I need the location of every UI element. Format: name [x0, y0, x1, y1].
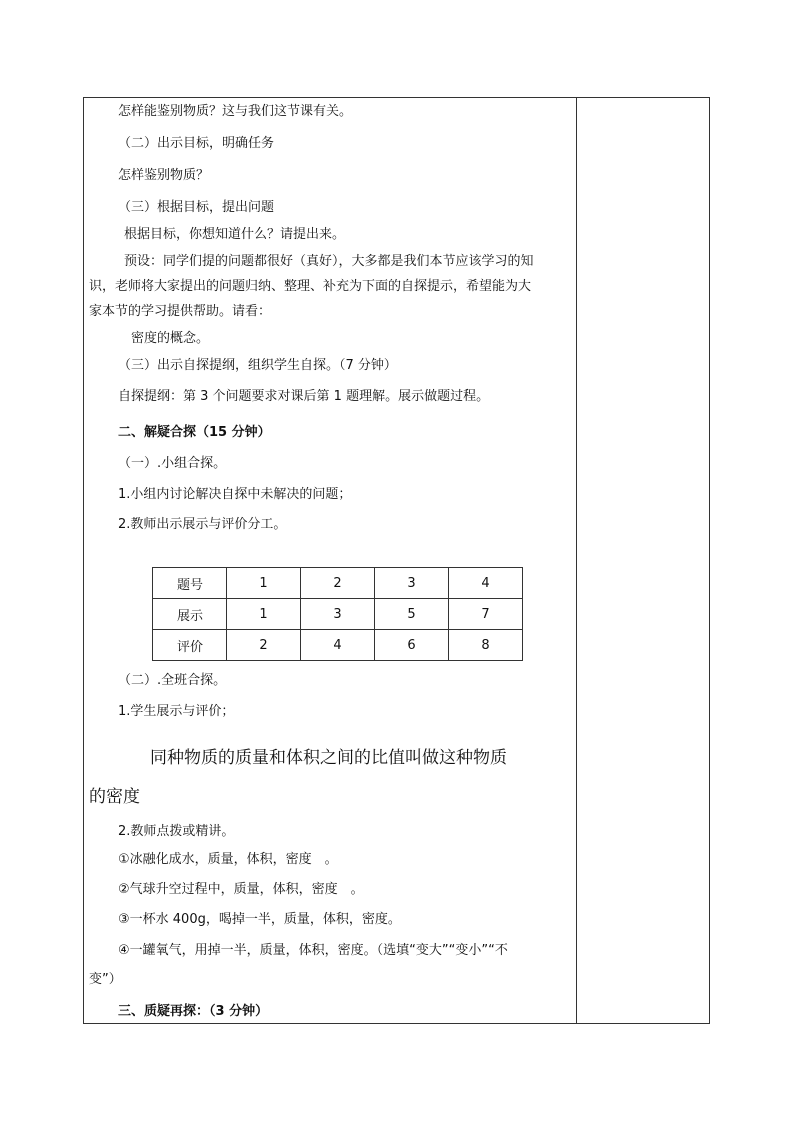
exercise-item: 变”） — [89, 972, 122, 987]
table-cell: 1 — [227, 568, 301, 599]
section-title: 三、质疑再探：（3 分钟） — [118, 1004, 269, 1019]
column-divider — [576, 97, 577, 1024]
table-cell: 评价 — [153, 630, 227, 661]
text-line: 根据目标，你想知道什么？请提出来。 — [124, 227, 346, 242]
table-row — [153, 630, 523, 661]
text-line: 识，老师将大家提出的问题归纳、整理、补充为下面的自探提示，希望能为大 — [89, 279, 532, 294]
text-line: 怎样鉴别物质？ — [118, 168, 210, 183]
table-cell: 1 — [227, 599, 301, 630]
exercise-item: ④一罐氧气，用掉一半，质量，体积，密度。（选填“变大”“变小”“不 — [118, 943, 508, 958]
exercise-item: ①冰融化成水，质量，体积，密度 。 — [118, 852, 338, 867]
table-cell: 3 — [375, 568, 449, 599]
table-cell: 5 — [375, 599, 449, 630]
table-row — [153, 599, 523, 630]
definition-text: 同种物质的质量和体积之间的比值叫做这种物质 — [150, 748, 507, 768]
text-line: 怎样能鉴别物质？这与我们这节课有关。 — [118, 104, 353, 119]
text-line: 1.学生展示与评价； — [118, 704, 235, 719]
table-cell: 题号 — [153, 568, 227, 599]
table-cell: 2 — [301, 568, 375, 599]
text-line: 自探提纲：第 3 个问题要求对课后第 1 题理解。展示做题过程。 — [118, 389, 490, 404]
exercise-item: ③一杯水 400g，喝掉一半，质量，体积，密度。 — [118, 912, 401, 927]
section-heading: （三）根据目标，提出问题 — [118, 200, 275, 215]
assignment-table — [152, 567, 523, 661]
section-heading: （二）.全班合探。 — [118, 673, 227, 688]
section-heading: （二）出示目标，明确任务 — [118, 136, 275, 151]
section-title: 二、解疑合探（15 分钟） — [118, 425, 271, 440]
text-line: 1.小组内讨论解决自探中未解决的问题； — [118, 487, 352, 502]
table-cell: 8 — [449, 630, 523, 661]
text-line: 密度的概念。 — [131, 331, 210, 346]
table-cell: 7 — [449, 599, 523, 630]
text-line: 2.教师点拨或精讲。 — [118, 824, 235, 839]
definition-text: 的密度 — [89, 787, 140, 807]
section-heading: （三）出示自探提纲，组织学生自探。（7 分钟） — [118, 358, 397, 373]
table-row — [153, 568, 523, 599]
text-line: 2.教师出示展示与评价分工。 — [118, 517, 287, 532]
table-cell: 4 — [449, 568, 523, 599]
text-line: 预设：同学们提的问题都很好（真好），大多都是我们本节应该学习的知 — [124, 254, 534, 269]
exercise-item: ②气球升空过程中，质量，体积，密度 。 — [118, 882, 364, 897]
table-cell: 4 — [301, 630, 375, 661]
text-line: 家本节的学习提供帮助。请看： — [89, 304, 272, 319]
table-cell: 展示 — [153, 599, 227, 630]
table-cell: 2 — [227, 630, 301, 661]
section-heading: （一）.小组合探。 — [118, 456, 227, 471]
table-cell: 6 — [375, 630, 449, 661]
table-cell: 3 — [301, 599, 375, 630]
